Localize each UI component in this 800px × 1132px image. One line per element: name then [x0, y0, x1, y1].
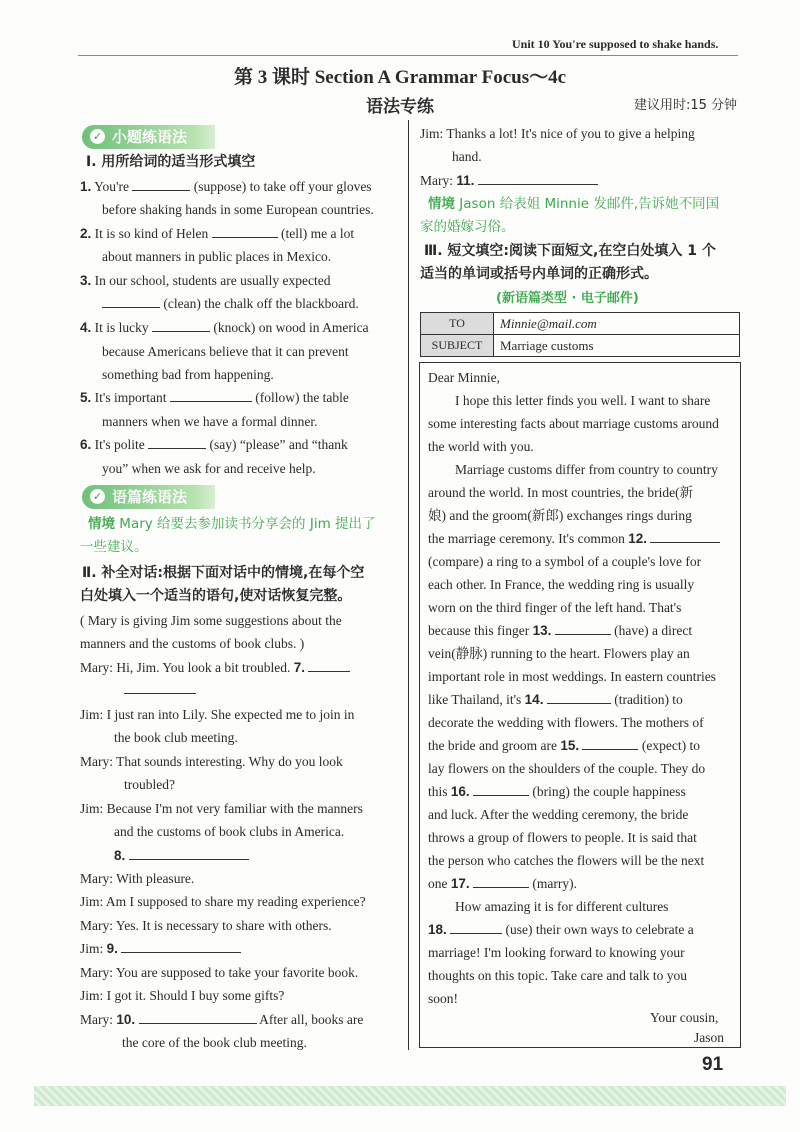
dialog-line: Mary: You are supposed to take your favorite book.	[80, 965, 359, 980]
letter-line: 娘) and the groom(新郎) exchanges rings during	[428, 508, 692, 523]
answer-blank[interactable]	[450, 919, 502, 934]
letter-line: and luck. After the wedding ceremony, the bride	[428, 807, 689, 822]
answer-blank[interactable]	[555, 620, 611, 635]
list-item-cont: (clean) the chalk off the blackboard.	[102, 292, 359, 315]
item-text: manners when we have a formal dinner.	[102, 414, 318, 429]
item-text: before shaking hands in some European countries.	[102, 202, 374, 217]
list-item: 5. It's important (follow) the table	[80, 386, 349, 409]
answer-blank[interactable]	[547, 689, 611, 704]
item-text: about manners in public places in Mexico.	[102, 249, 332, 264]
letter-line: worn on the third finger of the left hand. That's	[428, 600, 682, 615]
situation-1-cont: 一些建议。	[80, 539, 148, 555]
letter-line: the person who catches the flowers will be the next	[428, 853, 705, 868]
letter-line: decorate the wedding with flowers. The mothers of	[428, 715, 704, 730]
text-type-label: (新语篇类型 · 电子邮件)	[496, 291, 639, 306]
letter-line: vein(静脉) running to the heart. Flowers play an	[428, 646, 690, 661]
check-icon: ✓	[90, 129, 105, 144]
answer-blank[interactable]	[152, 317, 210, 332]
letter-line: around the world. In most countries, the bride(新	[428, 485, 694, 500]
answer-blank[interactable]	[148, 434, 206, 449]
letter-line: like Thailand, it's 14. (tradition) to	[428, 688, 683, 711]
dialog-line: Jim: Am I supposed to share my reading experience?	[80, 894, 366, 909]
letter-line: lay flowers on the shoulders of the couple. They do	[428, 761, 706, 776]
letter-line: 18. (use) their own ways to celebrate a	[428, 918, 694, 941]
answer-blank[interactable]	[650, 528, 720, 543]
letter-line: because this finger 13. (have) a direct	[428, 619, 692, 642]
letter-line: the bride and groom are 15. (expect) to	[428, 734, 700, 757]
dialog-line-cont: troubled?	[124, 777, 175, 792]
letter-line: each other. In France, the wedding ring is usually	[428, 577, 695, 592]
letter-line: (compare) a ring to a symbol of a couple's love for	[428, 554, 702, 569]
answer-blank[interactable]	[129, 845, 249, 860]
situation-2: 情境 Jason 给表姐 Minnie 发邮件,告诉她不同国	[428, 196, 720, 212]
letter-line: one 17. (marry).	[428, 872, 577, 895]
dialog-line: Jim: I got it. Should I buy some gifts?	[80, 988, 285, 1003]
letter-line: thoughts on this topic. Take care and talk to you	[428, 968, 688, 983]
dialog-intro: ( Mary is giving Jim some suggestions about the	[80, 613, 342, 628]
answer-blank[interactable]	[473, 781, 529, 796]
answer-blank[interactable]	[478, 170, 598, 185]
page-number: 91	[702, 1054, 724, 1075]
suggested-time: 建议用时:15 分钟	[634, 98, 738, 113]
subject-label: SUBJECT	[421, 335, 494, 357]
dialog-line: Jim: Because I'm not very familiar with the manners	[80, 801, 363, 816]
dialog-line-cont: hand.	[452, 149, 482, 164]
part2-heading-cont: 白处填入一个适当的语句,使对话恢复完整。	[80, 588, 352, 604]
dialog-line: Mary: 10. After all, books are	[80, 1008, 363, 1031]
letter-closing: Your cousin,	[650, 1010, 719, 1025]
answer-blank[interactable]	[212, 223, 278, 238]
dialog-line: Jim: Thanks a lot! It's nice of you to give a helping	[420, 126, 695, 141]
answer-blank[interactable]	[121, 938, 241, 953]
letter-line: some interesting facts about marriage customs around	[428, 416, 719, 431]
to-value: Minnie@mail.com	[494, 313, 740, 335]
part1-heading: Ⅰ. 用所给词的适当形式填空	[86, 154, 256, 170]
dialog-line-cont: and the customs of book clubs in America.	[114, 824, 345, 839]
item-text: something bad from happening.	[102, 367, 274, 382]
dialog-line: Mary: Yes. It is necessary to share with others.	[80, 918, 332, 933]
footer-decoration	[34, 1086, 786, 1106]
dialog-line: Jim: 9.	[80, 937, 241, 960]
letter-line: throws a group of flowers to people. It is said that	[428, 830, 697, 845]
letter-line: I hope this letter finds you well. I want to share	[455, 393, 711, 408]
part3-heading: Ⅲ. 短文填空:阅读下面短文,在空白处填入 1 个	[424, 243, 716, 259]
email-header-table	[420, 312, 740, 357]
page-title: 第 3 课时 Section A Grammar Focus～4c	[233, 67, 567, 88]
letter-line: this 16. (bring) the couple happiness	[428, 780, 686, 803]
letter-line: soon!	[428, 991, 458, 1006]
dialog-line: Mary: Hi, Jim. You look a bit troubled. 7.	[80, 656, 350, 679]
dialog-line-cont: 8.	[114, 844, 249, 867]
section-tag-label: 语篇练语法	[112, 488, 188, 506]
answer-blank-cont[interactable]	[124, 693, 196, 694]
part2-heading: Ⅱ. 补全对话:根据下面对话中的情境,在每个空	[82, 565, 365, 581]
letter-line: Marriage customs differ from country to country	[455, 462, 718, 477]
letter-line: marriage! I'm looking forward to knowing your	[428, 945, 685, 960]
item-text: you” when we ask for and receive help.	[102, 461, 316, 476]
subject-value: Marriage customs	[494, 335, 740, 357]
letter-line: How amazing it is for different cultures	[455, 899, 669, 914]
situation-1: 情境 Mary 给要去参加读书分享会的 Jim 提出了	[88, 516, 376, 532]
dialog-line-cont: the book club meeting.	[114, 730, 238, 745]
dialog-line: Mary: That sounds interesting. Why do you look	[80, 754, 343, 769]
letter-signature: Jason	[694, 1030, 724, 1045]
dialog-line: Mary: 11.	[420, 169, 598, 192]
letter-greeting: Dear Minnie,	[428, 370, 500, 385]
list-item: 6. It's polite (say) “please” and “thank	[80, 433, 348, 456]
section-tag-label: 小题练语法	[112, 128, 188, 146]
letter-line: important role in most weddings. In eastern countries	[428, 669, 716, 684]
answer-blank[interactable]	[582, 735, 638, 750]
column-divider	[408, 120, 409, 1050]
section-tag-quiz	[82, 125, 215, 149]
section-tag-passage	[82, 485, 215, 509]
header-divider	[78, 55, 738, 56]
answer-blank[interactable]	[102, 293, 160, 308]
answer-blank[interactable]	[308, 657, 350, 672]
answer-blank[interactable]	[473, 873, 529, 888]
letter-line: the world with you.	[428, 439, 534, 454]
dialog-line-cont: the core of the book club meeting.	[122, 1035, 307, 1050]
list-item: 4. It is lucky (knock) on wood in America	[80, 316, 369, 339]
to-label: TO	[421, 313, 494, 335]
dialog-line: Mary: With pleasure.	[80, 871, 195, 886]
page-subtitle: 语法专练	[366, 97, 434, 117]
answer-blank[interactable]	[170, 387, 252, 402]
list-item: 2. It is so kind of Helen (tell) me a lot	[80, 222, 354, 245]
item-text: because Americans believe that it can prevent	[102, 344, 349, 359]
check-icon: ✓	[90, 489, 105, 504]
answer-blank[interactable]	[132, 176, 190, 191]
running-header: Unit 10 You're supposed to shake hands.	[512, 37, 719, 51]
list-item: 3. In our school, students are usually expected	[80, 273, 331, 288]
answer-blank[interactable]	[139, 1009, 257, 1024]
dialog-intro-cont: manners and the customs of book clubs. )	[80, 636, 305, 651]
situation-2-cont: 家的婚嫁习俗。	[420, 219, 515, 235]
list-item: 1. You're (suppose) to take off your gloves	[80, 175, 372, 198]
part3-heading-cont: 适当的单词或括号内单词的正确形式。	[420, 266, 658, 282]
letter-line: the marriage ceremony. It's common 12.	[428, 527, 720, 550]
dialog-line: Jim: I just ran into Lily. She expected me to join in	[80, 707, 355, 722]
